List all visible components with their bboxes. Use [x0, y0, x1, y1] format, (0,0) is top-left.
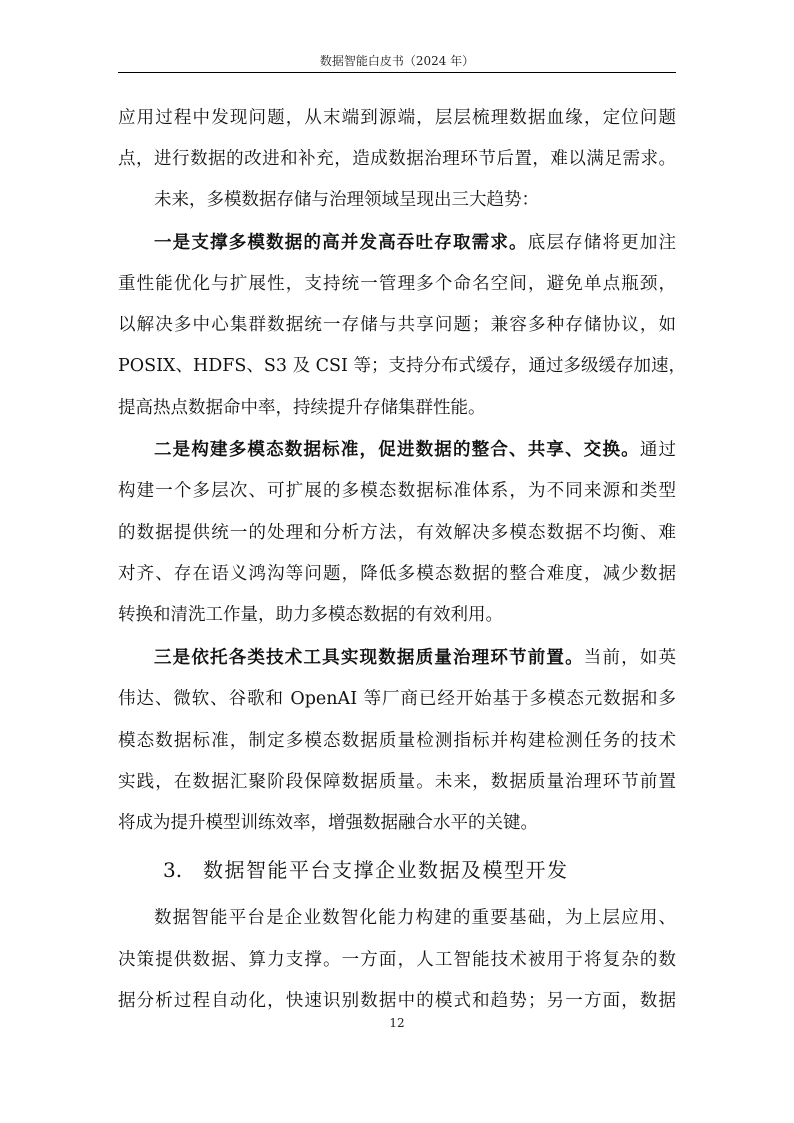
body-line: 据分析过程自动化，快速识别数据中的模式和趋势；另一方面，数据 — [118, 991, 676, 1011]
body-line: 点，进行数据的改进和补充，造成数据治理环节后置，难以满足需求。 — [118, 149, 676, 169]
body-line: 实践，在数据汇聚阶段保障数据质量。未来，数据质量治理环节前置 — [118, 772, 676, 792]
section-number: 3. — [163, 858, 183, 882]
body-line: 数据智能平台是企业数智化能力构建的重要基础，为上层应用、 — [154, 908, 676, 928]
trend-3-heading: 三是依托各类技术工具实现数据质量治理环节前置。 — [154, 648, 584, 668]
body-line: POSIX、HDFS、S3 及 CSI 等；支持分布式缓存，通过多级缓存加速， — [118, 356, 687, 376]
trend-1-heading: 一是支撑多模数据的高并发高吞吐存取需求。 — [154, 233, 528, 253]
trend-2-line — [154, 435, 676, 465]
trend-1-line — [154, 228, 676, 258]
body-line: 伟达、微软、谷歌和 OpenAI 等厂商已经开始基于多模态元数据和多 — [118, 689, 676, 709]
body-line: 将成为提升模型训练效率，增强数据融合水平的关键。 — [118, 813, 538, 833]
trend-2-text: 通过 — [639, 440, 677, 460]
page-header: 数据智能白皮书（2024 年） — [319, 54, 475, 68]
body-line: 未来，多模数据存储与治理领域呈现出三大趋势： — [154, 190, 539, 210]
page-number: 12 — [389, 1016, 405, 1030]
body-line: 提高热点数据命中率，持续提升存储集群性能。 — [118, 398, 486, 418]
trend-3-text: 当前，如英 — [583, 648, 677, 668]
body-line: 的数据提供统一的处理和分析方法，有效解决多模态数据不均衡、难 — [118, 523, 676, 543]
trend-2-heading: 二是构建多模态数据标准，促进数据的整合、共享、交换。 — [154, 440, 640, 460]
body-line: 重性能优化与扩展性，支持统一管理多个命名空间，避免单点瓶颈， — [118, 274, 676, 294]
trend-1-text: 底层存储将更加注 — [527, 233, 676, 253]
section-title: 数据智能平台支撑企业数据及模型开发 — [203, 858, 569, 882]
body-line: 应用过程中发现问题，从末端到源端，层层梳理数据血缘，定位问题 — [118, 108, 676, 128]
body-line: 转换和清洗工作量，助力多模态数据的有效利用。 — [118, 605, 503, 625]
body-line: 以解决多中心集群数据统一存储与共享问题；兼容多种存储协议，如 — [118, 315, 676, 335]
section-heading — [163, 853, 683, 887]
body-line: 决策提供数据、算力支撑。一方面，人工智能技术被用于将复杂的数 — [118, 950, 676, 970]
body-line: 构建一个多层次、可扩展的多模态数据标准体系，为不同来源和类型 — [118, 481, 676, 501]
trend-3-line — [154, 643, 676, 673]
header-rule — [118, 72, 676, 73]
body-line: 模态数据标准，制定多模态数据质量检测指标并构建检测任务的技术 — [118, 731, 676, 751]
body-line: 对齐、存在语义鸿沟等问题，降低多模态数据的整合难度，减少数据 — [118, 564, 676, 584]
